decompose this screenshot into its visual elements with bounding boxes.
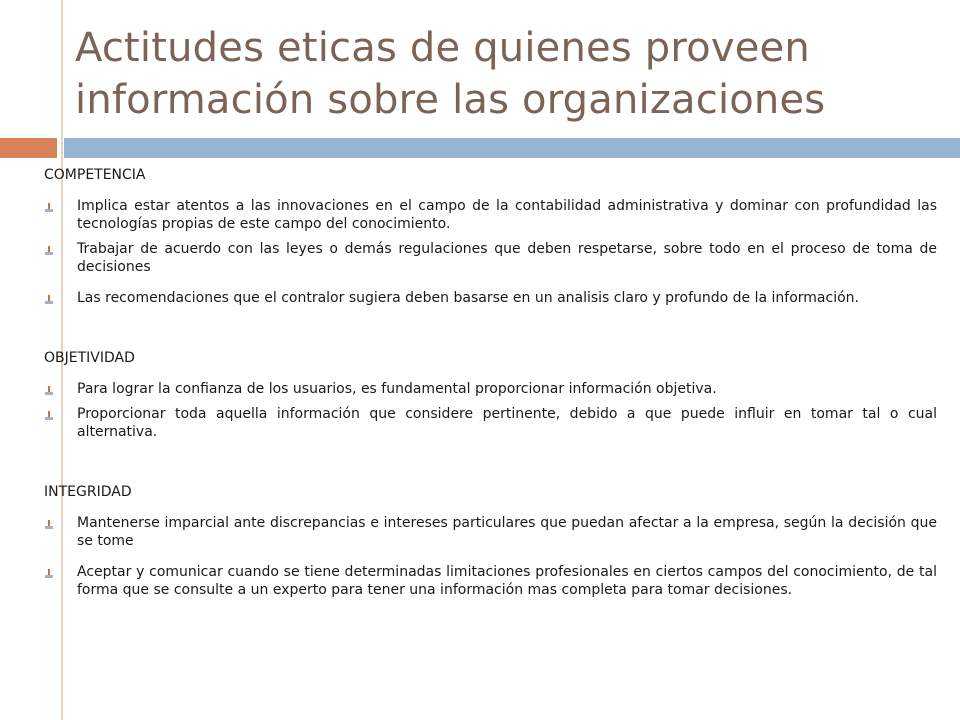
accent-bar-orange xyxy=(0,138,57,158)
list-item-text: Aceptar y comunicar cuando se tiene determinadas limitaciones profesionales en ciertos campos del conocimiento, de tal forma que se consulte a un experto para tener una información mas completa para tomar decisiones. xyxy=(77,564,937,598)
bullet-icon xyxy=(44,243,54,253)
bullet-icon xyxy=(44,292,54,302)
list-item-text: Para lograr la confianza de los usuarios, es fundamental proporcionar información objetiva. xyxy=(77,381,717,397)
slide-title: Actitudes eticas de quienes proveen información sobre las organizaciones xyxy=(75,25,826,123)
section-heading-objetividad: OBJETIVIDAD xyxy=(44,350,135,366)
list-item xyxy=(44,197,937,233)
list-item xyxy=(44,514,937,550)
list-item-text: Trabajar de acuerdo con las leyes o demás regulaciones que deben respetarse, sobre todo en el proceso de toma de decisiones xyxy=(77,241,937,275)
list-item xyxy=(44,563,937,599)
list-item-text: Proporcionar toda aquella información que considere pertinente, debido a que puede influir en tomar tal o cual alternativa. xyxy=(77,406,937,440)
list-item-text: Implica estar atentos a las innovaciones en el campo de la contabilidad administrativa y dominar con profundidad las tecnologías propias de este campo del conocimiento. xyxy=(77,198,937,232)
list-item xyxy=(44,405,937,441)
list-item-text: Mantenerse imparcial ante discrepancias e intereses particulares que puedan afectar a la empresa, según la decisión que se tome xyxy=(77,515,937,549)
bullet-icon xyxy=(44,200,54,210)
list-item xyxy=(44,240,937,276)
accent-bar-blue xyxy=(64,138,960,158)
bullet-icon xyxy=(44,408,54,418)
list-item-text: Las recomendaciones que el contralor sugiera deben basarse en un analisis claro y profundo de la información. xyxy=(77,290,859,306)
section-heading-competencia: COMPETENCIA xyxy=(44,167,146,183)
slide-content xyxy=(44,166,937,599)
bullet-icon xyxy=(44,517,54,527)
section-heading-integridad: INTEGRIDAD xyxy=(44,484,132,500)
list-item xyxy=(44,289,937,307)
bullet-icon xyxy=(44,383,54,393)
bullet-icon xyxy=(44,566,54,576)
list-item xyxy=(44,380,937,398)
